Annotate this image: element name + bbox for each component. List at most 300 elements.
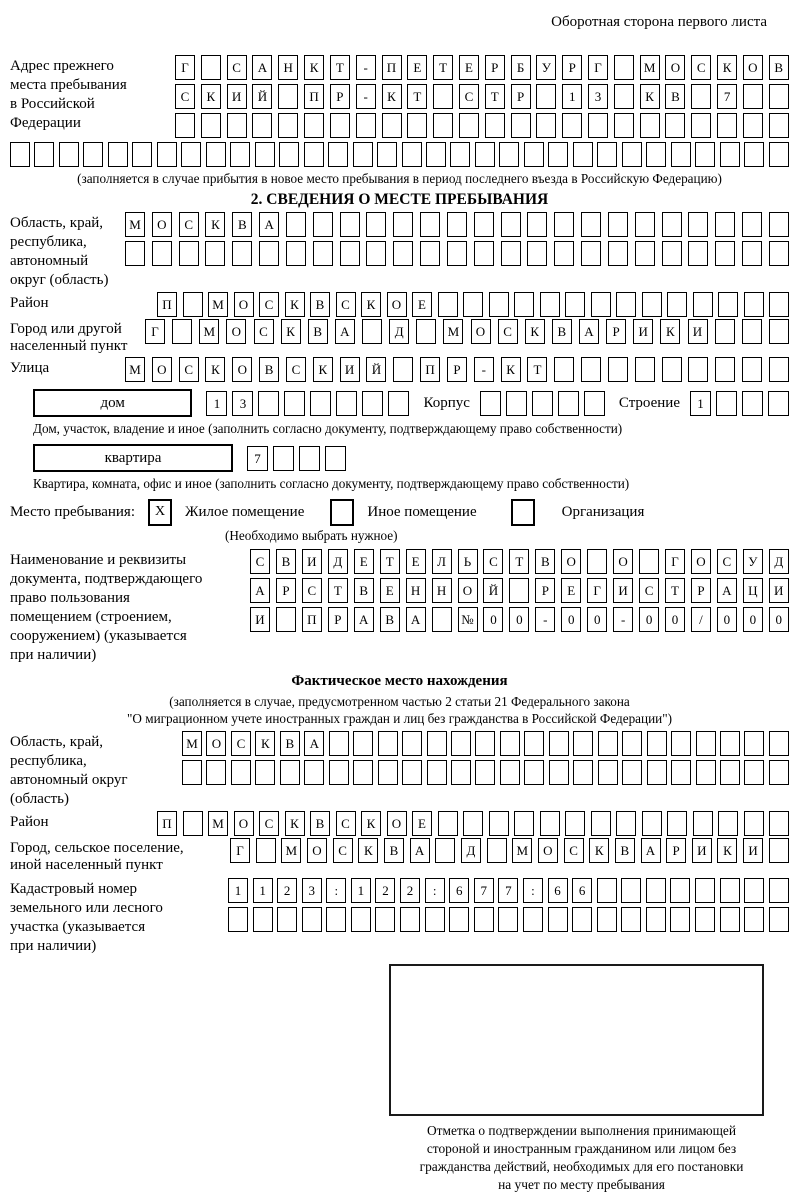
char-box[interactable] bbox=[608, 357, 628, 382]
char-box[interactable]: П bbox=[157, 292, 177, 317]
char-box[interactable] bbox=[393, 357, 413, 382]
char-box[interactable] bbox=[206, 760, 226, 785]
char-box[interactable]: К bbox=[717, 838, 737, 863]
char-box[interactable]: К bbox=[501, 357, 521, 382]
char-box[interactable]: В bbox=[384, 838, 404, 863]
char-box[interactable] bbox=[562, 113, 582, 138]
char-box[interactable]: 6 bbox=[548, 878, 568, 903]
char-box[interactable] bbox=[329, 760, 349, 785]
char-box[interactable]: Р bbox=[485, 55, 505, 80]
char-box[interactable]: С bbox=[227, 55, 247, 80]
char-box[interactable] bbox=[524, 760, 544, 785]
char-box[interactable]: 1 bbox=[228, 878, 248, 903]
char-box[interactable]: 0 bbox=[483, 607, 503, 632]
char-box[interactable] bbox=[514, 811, 534, 836]
char-box[interactable] bbox=[524, 142, 544, 167]
char-box[interactable]: К bbox=[382, 84, 402, 109]
char-box[interactable] bbox=[635, 357, 655, 382]
char-box[interactable]: С bbox=[336, 811, 356, 836]
char-box[interactable]: Р bbox=[606, 319, 626, 344]
char-box[interactable] bbox=[353, 731, 373, 756]
char-box[interactable]: Й bbox=[252, 84, 272, 109]
char-box[interactable]: М bbox=[281, 838, 301, 863]
char-box[interactable] bbox=[608, 212, 628, 237]
char-box[interactable] bbox=[340, 241, 360, 266]
char-box[interactable]: А bbox=[410, 838, 430, 863]
char-box[interactable] bbox=[183, 292, 203, 317]
char-box[interactable] bbox=[616, 811, 636, 836]
char-box[interactable] bbox=[715, 212, 735, 237]
char-box[interactable]: Р bbox=[691, 578, 711, 603]
char-box[interactable] bbox=[715, 319, 735, 344]
char-box[interactable]: М bbox=[640, 55, 660, 80]
char-box[interactable]: О bbox=[307, 838, 327, 863]
char-box[interactable] bbox=[565, 292, 585, 317]
char-box[interactable]: 1 bbox=[206, 391, 227, 416]
char-box[interactable] bbox=[402, 142, 422, 167]
char-box[interactable]: О bbox=[234, 811, 254, 836]
char-box[interactable]: Р bbox=[276, 578, 296, 603]
char-box[interactable] bbox=[769, 319, 789, 344]
char-box[interactable]: Р bbox=[666, 838, 686, 863]
char-box[interactable]: 7 bbox=[498, 878, 518, 903]
char-box[interactable]: Г bbox=[587, 578, 607, 603]
char-box[interactable] bbox=[179, 241, 199, 266]
char-box[interactable]: Б bbox=[511, 55, 531, 80]
char-box[interactable]: В bbox=[665, 84, 685, 109]
char-box[interactable]: № bbox=[458, 607, 478, 632]
char-box[interactable] bbox=[277, 907, 297, 932]
char-box[interactable] bbox=[326, 907, 346, 932]
char-box[interactable] bbox=[642, 811, 662, 836]
char-box[interactable] bbox=[228, 907, 248, 932]
char-box[interactable]: В bbox=[354, 578, 374, 603]
char-box[interactable]: 0 bbox=[509, 607, 529, 632]
char-box[interactable] bbox=[480, 391, 501, 416]
char-box[interactable]: О bbox=[665, 55, 685, 80]
char-box[interactable] bbox=[227, 113, 247, 138]
char-box[interactable]: К bbox=[201, 84, 221, 109]
char-box[interactable]: А bbox=[354, 607, 374, 632]
char-box[interactable]: Т bbox=[527, 357, 547, 382]
char-box[interactable] bbox=[573, 142, 593, 167]
char-box[interactable] bbox=[59, 142, 79, 167]
char-box[interactable] bbox=[34, 142, 54, 167]
char-box[interactable] bbox=[366, 212, 386, 237]
char-box[interactable]: Д bbox=[389, 319, 409, 344]
char-box[interactable]: Ь bbox=[458, 549, 478, 574]
char-box[interactable] bbox=[438, 292, 458, 317]
char-box[interactable]: В bbox=[232, 212, 252, 237]
char-box[interactable]: К bbox=[304, 55, 324, 80]
char-box[interactable] bbox=[252, 113, 272, 138]
char-box[interactable] bbox=[310, 391, 331, 416]
char-box[interactable] bbox=[273, 446, 294, 471]
char-box[interactable] bbox=[662, 357, 682, 382]
char-box[interactable]: Д bbox=[328, 549, 348, 574]
char-box[interactable]: М bbox=[125, 357, 145, 382]
char-box[interactable] bbox=[511, 113, 531, 138]
char-box[interactable]: : bbox=[425, 878, 445, 903]
char-box[interactable] bbox=[284, 391, 305, 416]
char-box[interactable]: И bbox=[613, 578, 633, 603]
char-box[interactable] bbox=[769, 907, 789, 932]
char-box[interactable] bbox=[693, 811, 713, 836]
char-box[interactable] bbox=[667, 292, 687, 317]
char-box[interactable]: Г bbox=[145, 319, 165, 344]
char-box[interactable]: 0 bbox=[665, 607, 685, 632]
char-box[interactable] bbox=[447, 241, 467, 266]
char-box[interactable] bbox=[340, 212, 360, 237]
char-box[interactable] bbox=[558, 391, 579, 416]
char-box[interactable] bbox=[201, 55, 221, 80]
char-box[interactable] bbox=[231, 760, 251, 785]
char-box[interactable] bbox=[501, 212, 521, 237]
char-box[interactable] bbox=[662, 241, 682, 266]
char-box[interactable] bbox=[769, 241, 789, 266]
char-box[interactable]: 0 bbox=[743, 607, 763, 632]
stay-option-checkbox-other[interactable] bbox=[330, 499, 354, 526]
char-box[interactable]: В bbox=[380, 607, 400, 632]
char-box[interactable]: Е bbox=[561, 578, 581, 603]
char-box[interactable]: К bbox=[660, 319, 680, 344]
char-box[interactable] bbox=[449, 907, 469, 932]
char-box[interactable] bbox=[432, 607, 452, 632]
char-box[interactable] bbox=[375, 907, 395, 932]
char-box[interactable] bbox=[393, 212, 413, 237]
char-box[interactable]: Р bbox=[328, 607, 348, 632]
char-box[interactable] bbox=[485, 113, 505, 138]
char-box[interactable] bbox=[769, 878, 789, 903]
char-box[interactable] bbox=[182, 760, 202, 785]
char-box[interactable]: 7 bbox=[474, 878, 494, 903]
char-box[interactable]: К bbox=[285, 811, 305, 836]
char-box[interactable] bbox=[524, 731, 544, 756]
char-box[interactable] bbox=[621, 907, 641, 932]
char-box[interactable] bbox=[744, 142, 764, 167]
char-box[interactable]: К bbox=[717, 55, 737, 80]
char-box[interactable]: - bbox=[356, 84, 376, 109]
char-box[interactable] bbox=[587, 549, 607, 574]
char-box[interactable] bbox=[695, 878, 715, 903]
char-box[interactable] bbox=[278, 113, 298, 138]
char-box[interactable]: О bbox=[226, 319, 246, 344]
char-box[interactable]: В bbox=[769, 55, 789, 80]
char-box[interactable]: О bbox=[387, 811, 407, 836]
char-box[interactable] bbox=[378, 760, 398, 785]
char-box[interactable]: 0 bbox=[587, 607, 607, 632]
char-box[interactable]: 7 bbox=[717, 84, 737, 109]
char-box[interactable]: Е bbox=[407, 55, 427, 80]
char-box[interactable] bbox=[10, 142, 30, 167]
char-box[interactable] bbox=[427, 760, 447, 785]
char-box[interactable] bbox=[351, 907, 371, 932]
char-box[interactable] bbox=[330, 113, 350, 138]
char-box[interactable] bbox=[523, 907, 543, 932]
char-box[interactable] bbox=[325, 446, 346, 471]
char-box[interactable]: Й bbox=[483, 578, 503, 603]
char-box[interactable] bbox=[514, 292, 534, 317]
char-box[interactable] bbox=[172, 319, 192, 344]
char-box[interactable]: Р bbox=[330, 84, 350, 109]
char-box[interactable] bbox=[744, 907, 764, 932]
char-box[interactable]: 0 bbox=[769, 607, 789, 632]
char-box[interactable]: О bbox=[561, 549, 581, 574]
char-box[interactable] bbox=[499, 142, 519, 167]
char-box[interactable]: М bbox=[512, 838, 532, 863]
char-box[interactable] bbox=[622, 142, 642, 167]
char-box[interactable]: Е bbox=[459, 55, 479, 80]
char-box[interactable] bbox=[489, 292, 509, 317]
char-box[interactable] bbox=[152, 241, 172, 266]
char-box[interactable] bbox=[451, 760, 471, 785]
char-box[interactable]: А bbox=[579, 319, 599, 344]
char-box[interactable] bbox=[742, 319, 762, 344]
char-box[interactable] bbox=[688, 357, 708, 382]
char-box[interactable] bbox=[693, 292, 713, 317]
char-box[interactable] bbox=[527, 241, 547, 266]
char-box[interactable] bbox=[691, 84, 711, 109]
char-box[interactable]: К bbox=[361, 811, 381, 836]
char-box[interactable] bbox=[646, 142, 666, 167]
char-box[interactable] bbox=[718, 811, 738, 836]
char-box[interactable]: С bbox=[459, 84, 479, 109]
char-box[interactable]: Л bbox=[432, 549, 452, 574]
char-box[interactable] bbox=[597, 878, 617, 903]
char-box[interactable] bbox=[108, 142, 128, 167]
char-box[interactable] bbox=[646, 878, 666, 903]
char-box[interactable]: А bbox=[304, 731, 324, 756]
char-box[interactable]: О bbox=[152, 357, 172, 382]
char-box[interactable] bbox=[635, 241, 655, 266]
char-box[interactable] bbox=[565, 811, 585, 836]
char-box[interactable]: И bbox=[688, 319, 708, 344]
char-box[interactable] bbox=[549, 731, 569, 756]
char-box[interactable] bbox=[509, 578, 529, 603]
char-box[interactable]: К bbox=[285, 292, 305, 317]
char-box[interactable]: Р bbox=[562, 55, 582, 80]
char-box[interactable]: С bbox=[717, 549, 737, 574]
char-box[interactable] bbox=[769, 84, 789, 109]
char-box[interactable] bbox=[253, 907, 273, 932]
char-box[interactable] bbox=[175, 113, 195, 138]
char-box[interactable]: Е bbox=[412, 292, 432, 317]
char-box[interactable] bbox=[279, 142, 299, 167]
char-box[interactable]: 6 bbox=[449, 878, 469, 903]
char-box[interactable]: Г bbox=[665, 549, 685, 574]
char-box[interactable] bbox=[549, 760, 569, 785]
char-box[interactable]: 1 bbox=[253, 878, 273, 903]
char-box[interactable]: О bbox=[232, 357, 252, 382]
char-box[interactable] bbox=[402, 760, 422, 785]
char-box[interactable]: К bbox=[313, 357, 333, 382]
char-box[interactable] bbox=[388, 391, 409, 416]
char-box[interactable] bbox=[742, 357, 762, 382]
char-box[interactable] bbox=[463, 292, 483, 317]
char-box[interactable] bbox=[362, 391, 383, 416]
char-box[interactable] bbox=[328, 142, 348, 167]
char-box[interactable]: О bbox=[206, 731, 226, 756]
char-box[interactable] bbox=[536, 84, 556, 109]
char-box[interactable] bbox=[83, 142, 103, 167]
char-box[interactable]: А bbox=[250, 578, 270, 603]
char-box[interactable]: В bbox=[552, 319, 572, 344]
char-box[interactable]: С bbox=[639, 578, 659, 603]
char-box[interactable] bbox=[769, 113, 789, 138]
char-box[interactable] bbox=[598, 760, 618, 785]
char-box[interactable] bbox=[302, 907, 322, 932]
char-box[interactable]: 2 bbox=[375, 878, 395, 903]
char-box[interactable]: Ц bbox=[743, 578, 763, 603]
char-box[interactable]: Н bbox=[432, 578, 452, 603]
char-box[interactable] bbox=[506, 391, 527, 416]
char-box[interactable] bbox=[640, 113, 660, 138]
char-box[interactable] bbox=[400, 907, 420, 932]
char-box[interactable] bbox=[425, 907, 445, 932]
char-box[interactable]: 7 bbox=[247, 446, 268, 471]
char-box[interactable]: С bbox=[564, 838, 584, 863]
char-box[interactable] bbox=[597, 142, 617, 167]
char-box[interactable] bbox=[647, 731, 667, 756]
char-box[interactable]: 1 bbox=[562, 84, 582, 109]
stay-option-checkbox-residential[interactable]: X bbox=[148, 499, 172, 526]
char-box[interactable]: О bbox=[538, 838, 558, 863]
char-box[interactable]: К bbox=[361, 292, 381, 317]
char-box[interactable] bbox=[744, 760, 764, 785]
char-box[interactable]: В bbox=[310, 292, 330, 317]
char-box[interactable] bbox=[688, 212, 708, 237]
char-box[interactable] bbox=[573, 731, 593, 756]
char-box[interactable] bbox=[769, 212, 789, 237]
char-box[interactable] bbox=[286, 212, 306, 237]
char-box[interactable] bbox=[635, 212, 655, 237]
char-box[interactable] bbox=[420, 212, 440, 237]
char-box[interactable] bbox=[362, 319, 382, 344]
char-box[interactable] bbox=[639, 549, 659, 574]
char-box[interactable]: К bbox=[589, 838, 609, 863]
char-box[interactable]: М bbox=[208, 292, 228, 317]
char-box[interactable]: А bbox=[259, 212, 279, 237]
char-box[interactable]: Д bbox=[769, 549, 789, 574]
char-box[interactable] bbox=[715, 357, 735, 382]
char-box[interactable] bbox=[420, 241, 440, 266]
char-box[interactable] bbox=[622, 760, 642, 785]
char-box[interactable]: И bbox=[227, 84, 247, 109]
char-box[interactable] bbox=[304, 760, 324, 785]
char-box[interactable]: Е bbox=[406, 549, 426, 574]
char-box[interactable]: 0 bbox=[639, 607, 659, 632]
char-box[interactable]: 3 bbox=[232, 391, 253, 416]
char-box[interactable] bbox=[616, 292, 636, 317]
char-box[interactable] bbox=[416, 319, 436, 344]
char-box[interactable] bbox=[183, 811, 203, 836]
char-box[interactable] bbox=[527, 212, 547, 237]
char-box[interactable]: М bbox=[125, 212, 145, 237]
char-box[interactable] bbox=[670, 907, 690, 932]
char-box[interactable] bbox=[353, 142, 373, 167]
char-box[interactable] bbox=[665, 113, 685, 138]
char-box[interactable]: Т bbox=[328, 578, 348, 603]
char-box[interactable] bbox=[671, 760, 691, 785]
char-box[interactable] bbox=[667, 811, 687, 836]
char-box[interactable] bbox=[258, 391, 279, 416]
char-box[interactable]: С bbox=[498, 319, 518, 344]
char-box[interactable] bbox=[769, 731, 789, 756]
char-box[interactable]: С bbox=[336, 292, 356, 317]
char-box[interactable]: О bbox=[471, 319, 491, 344]
char-box[interactable]: О bbox=[458, 578, 478, 603]
char-box[interactable]: А bbox=[252, 55, 272, 80]
char-box[interactable] bbox=[720, 760, 740, 785]
char-box[interactable]: В bbox=[308, 319, 328, 344]
char-box[interactable] bbox=[447, 212, 467, 237]
char-box[interactable] bbox=[500, 760, 520, 785]
char-box[interactable] bbox=[744, 811, 764, 836]
char-box[interactable]: В bbox=[615, 838, 635, 863]
char-box[interactable] bbox=[573, 760, 593, 785]
char-box[interactable] bbox=[696, 760, 716, 785]
char-box[interactable]: Т bbox=[330, 55, 350, 80]
char-box[interactable]: Е bbox=[412, 811, 432, 836]
char-box[interactable] bbox=[621, 878, 641, 903]
char-box[interactable]: Р bbox=[511, 84, 531, 109]
char-box[interactable]: О bbox=[743, 55, 763, 80]
char-box[interactable] bbox=[572, 907, 592, 932]
char-box[interactable] bbox=[646, 907, 666, 932]
char-box[interactable] bbox=[720, 878, 740, 903]
char-box[interactable] bbox=[588, 113, 608, 138]
char-box[interactable] bbox=[597, 907, 617, 932]
char-box[interactable]: Т bbox=[665, 578, 685, 603]
char-box[interactable] bbox=[451, 731, 471, 756]
char-box[interactable]: В bbox=[310, 811, 330, 836]
char-box[interactable] bbox=[720, 142, 740, 167]
char-box[interactable] bbox=[255, 760, 275, 785]
char-box[interactable] bbox=[487, 838, 507, 863]
char-box[interactable] bbox=[498, 907, 518, 932]
char-box[interactable] bbox=[671, 731, 691, 756]
char-box[interactable] bbox=[382, 113, 402, 138]
char-box[interactable] bbox=[769, 142, 789, 167]
char-box[interactable] bbox=[450, 142, 470, 167]
char-box[interactable] bbox=[205, 241, 225, 266]
char-box[interactable] bbox=[475, 760, 495, 785]
char-box[interactable]: О bbox=[691, 549, 711, 574]
char-box[interactable] bbox=[554, 241, 574, 266]
char-box[interactable]: 6 bbox=[572, 878, 592, 903]
char-box[interactable]: Р bbox=[447, 357, 467, 382]
char-box[interactable] bbox=[598, 731, 618, 756]
char-box[interactable]: 2 bbox=[400, 878, 420, 903]
char-box[interactable] bbox=[622, 731, 642, 756]
char-box[interactable] bbox=[769, 357, 789, 382]
char-box[interactable]: С bbox=[231, 731, 251, 756]
char-box[interactable] bbox=[536, 113, 556, 138]
char-box[interactable] bbox=[438, 811, 458, 836]
char-box[interactable] bbox=[336, 391, 357, 416]
char-box[interactable] bbox=[691, 113, 711, 138]
char-box[interactable] bbox=[474, 241, 494, 266]
char-box[interactable]: А bbox=[406, 607, 426, 632]
char-box[interactable] bbox=[695, 907, 715, 932]
char-box[interactable]: П bbox=[382, 55, 402, 80]
char-box[interactable]: С bbox=[302, 578, 322, 603]
char-box[interactable] bbox=[742, 391, 763, 416]
char-box[interactable] bbox=[581, 357, 601, 382]
char-box[interactable]: О bbox=[613, 549, 633, 574]
char-box[interactable]: С bbox=[250, 549, 270, 574]
char-box[interactable]: / bbox=[691, 607, 711, 632]
